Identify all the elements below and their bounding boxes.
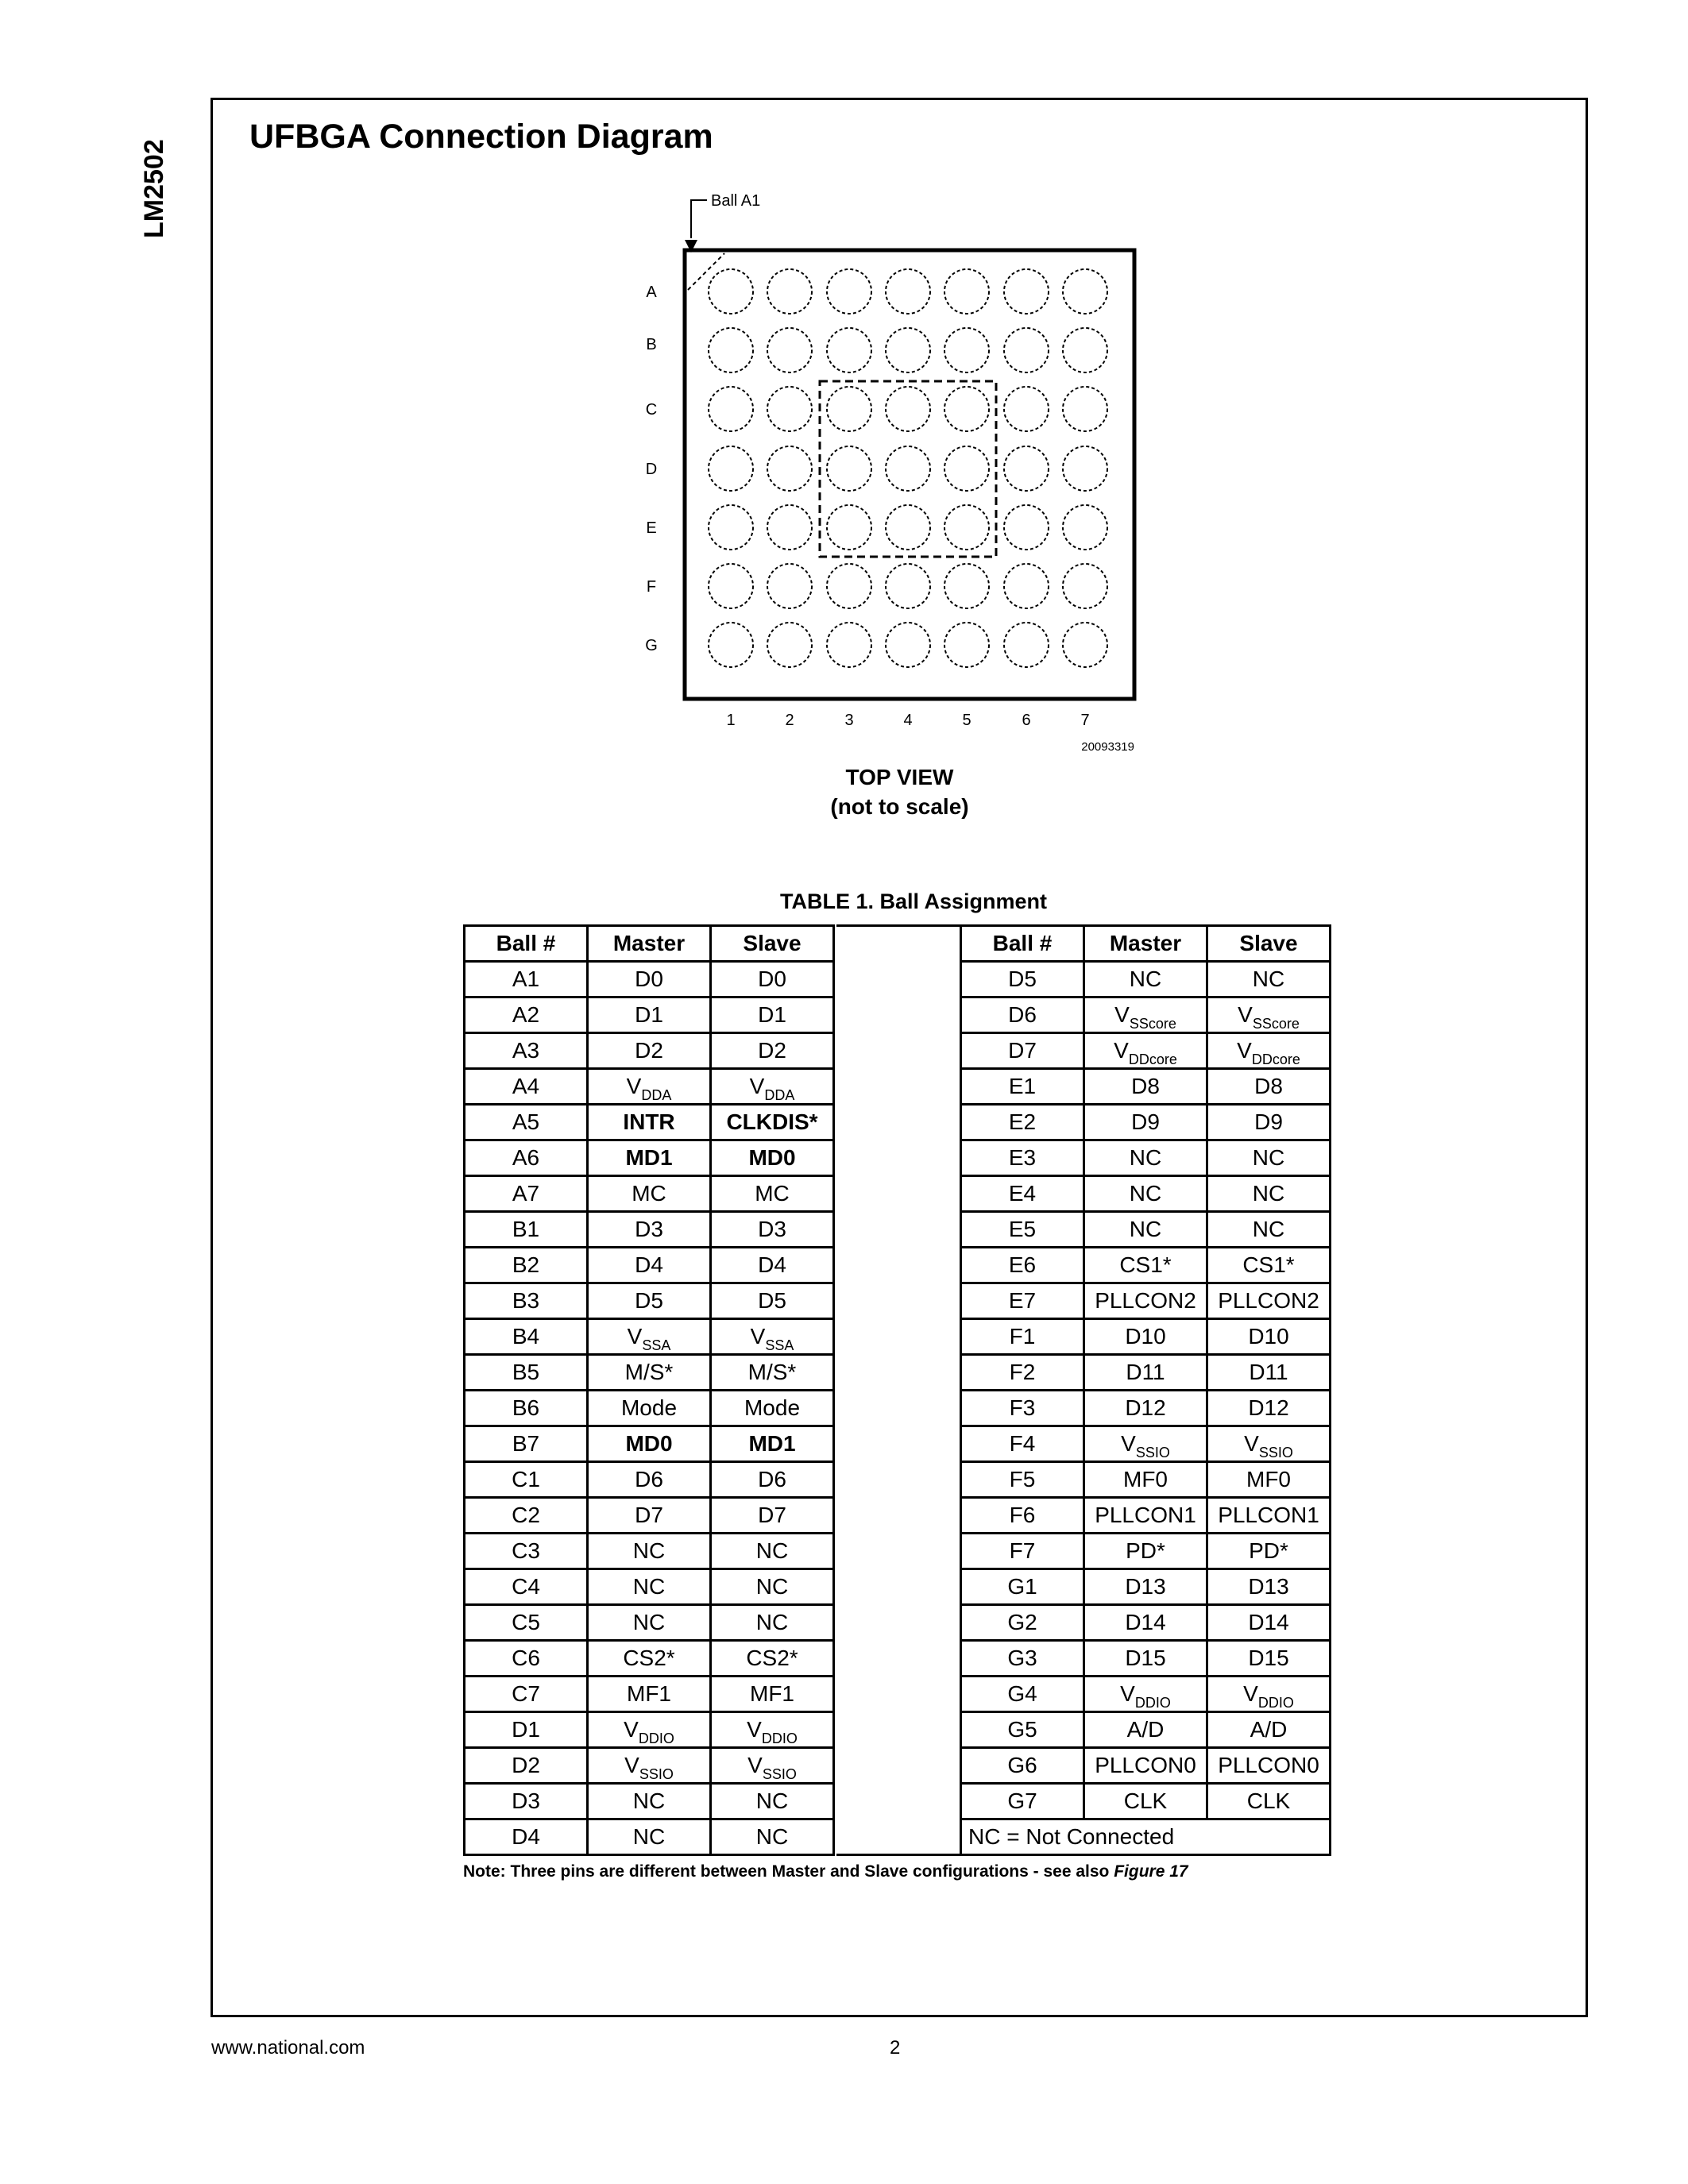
ball-B4 xyxy=(886,328,930,372)
cell-ball: A1 xyxy=(465,962,588,997)
note-text: Note: Three pins are different between Master and Slave configurations - see also xyxy=(463,1862,1114,1881)
cell-ball: G5 xyxy=(961,1712,1084,1748)
table-row xyxy=(465,1605,834,1641)
cell-master: A/D xyxy=(1084,1712,1207,1748)
table-row xyxy=(465,1176,834,1212)
table-row xyxy=(465,1319,834,1355)
cell-slave: $V_{DDIO}$ xyxy=(1207,1677,1331,1712)
cell-ball: C4 xyxy=(465,1569,588,1605)
cell-ball: G2 xyxy=(961,1605,1084,1641)
row-label: C xyxy=(645,401,658,419)
ball-F6 xyxy=(1004,564,1049,608)
cell-slave: D10 xyxy=(1207,1319,1331,1355)
cell-ball: B7 xyxy=(465,1426,588,1462)
ball-B5 xyxy=(944,328,989,372)
ball-a1-leader xyxy=(691,200,707,238)
ball-a1-label: Ball A1 xyxy=(711,192,761,210)
cell-master: INTR xyxy=(588,1105,711,1140)
table-row xyxy=(465,1391,834,1426)
table-row xyxy=(961,1355,1331,1391)
cell-slave: D6 xyxy=(711,1462,834,1498)
cell-master: $V_{SSIO}$ xyxy=(1084,1426,1207,1462)
cell-master: M/S* xyxy=(588,1355,711,1391)
ball-D3 xyxy=(827,446,871,491)
table-row xyxy=(961,1033,1331,1069)
col-label: 4 xyxy=(903,712,913,729)
cell-master: $V_{SScore}$ xyxy=(1084,997,1207,1033)
cell-ball: C3 xyxy=(465,1534,588,1569)
cell-master: $V_{DDA}$ xyxy=(588,1069,711,1105)
cell-slave: NC xyxy=(711,1819,834,1855)
cell-ball: E5 xyxy=(961,1212,1084,1248)
table-row xyxy=(465,1105,834,1140)
table-row xyxy=(465,1641,834,1677)
table-row xyxy=(961,1784,1331,1819)
ball-A5 xyxy=(944,269,989,314)
cell-master: D13 xyxy=(1084,1569,1207,1605)
ball-F3 xyxy=(827,564,871,608)
table-row xyxy=(465,1355,834,1391)
table-row xyxy=(961,1426,1331,1462)
ball-F2 xyxy=(767,564,812,608)
cell-slave: Mode xyxy=(711,1391,834,1426)
nc-legend: NC = Not Connected xyxy=(961,1819,1331,1855)
cell-slave: NC xyxy=(1207,962,1331,997)
cell-slave: NC xyxy=(711,1784,834,1819)
cell-slave: NC xyxy=(1207,1212,1331,1248)
col-label: 2 xyxy=(785,712,794,729)
cell-master: MF0 xyxy=(1084,1462,1207,1498)
ball-D4 xyxy=(886,446,930,491)
cell-master: MD1 xyxy=(588,1140,711,1176)
cell-slave: M/S* xyxy=(711,1355,834,1391)
cell-master: MC xyxy=(588,1176,711,1212)
table-row xyxy=(961,1069,1331,1105)
cell-ball: F7 xyxy=(961,1534,1084,1569)
cell-ball: G7 xyxy=(961,1784,1084,1819)
row-label: E xyxy=(646,519,657,537)
table-row xyxy=(961,1319,1331,1355)
cell-master: CS1* xyxy=(1084,1248,1207,1283)
ball-a1-marker xyxy=(688,253,724,290)
table-row xyxy=(961,1176,1331,1212)
cell-slave: $V_{SSA}$ xyxy=(711,1319,834,1355)
diagram-caption-line1: TOP VIEW xyxy=(845,765,954,789)
table-row-note xyxy=(961,1819,1331,1855)
cell-slave: D9 xyxy=(1207,1105,1331,1140)
ball-D5 xyxy=(944,446,989,491)
cell-ball: B5 xyxy=(465,1355,588,1391)
cell-ball: F2 xyxy=(961,1355,1084,1391)
cell-slave: CLK xyxy=(1207,1784,1331,1819)
cell-master: MF1 xyxy=(588,1677,711,1712)
cell-slave: $V_{DDIO}$ xyxy=(711,1712,834,1748)
ball-C1 xyxy=(709,387,753,431)
table-row xyxy=(465,1534,834,1569)
cell-slave: $V_{DDA}$ xyxy=(711,1069,834,1105)
cell-master: D4 xyxy=(588,1248,711,1283)
table-row xyxy=(961,1248,1331,1283)
cell-ball: B3 xyxy=(465,1283,588,1319)
cell-slave: $V_{SSIO}$ xyxy=(1207,1426,1331,1462)
cell-slave: D1 xyxy=(711,997,834,1033)
cell-slave: MD0 xyxy=(711,1140,834,1176)
cell-slave: NC xyxy=(711,1569,834,1605)
cell-slave: NC xyxy=(711,1605,834,1641)
cell-ball: F6 xyxy=(961,1498,1084,1534)
table-row xyxy=(465,1498,834,1534)
cell-ball: E1 xyxy=(961,1069,1084,1105)
cell-slave: NC xyxy=(1207,1140,1331,1176)
cell-master: NC xyxy=(588,1569,711,1605)
cell-slave: D2 xyxy=(711,1033,834,1069)
ball-E6 xyxy=(1004,505,1049,550)
header-ball: Ball # xyxy=(465,926,588,962)
page-number: 2 xyxy=(890,2037,901,2059)
cell-slave: $V_{SSIO}$ xyxy=(711,1748,834,1784)
cell-ball: D6 xyxy=(961,997,1084,1033)
cell-master: PLLCON0 xyxy=(1084,1748,1207,1784)
cell-ball: C5 xyxy=(465,1605,588,1641)
table-row xyxy=(961,1677,1331,1712)
table-row xyxy=(465,962,834,997)
cell-ball: D1 xyxy=(465,1712,588,1748)
cell-master: NC xyxy=(588,1534,711,1569)
table-row xyxy=(465,1248,834,1283)
cell-slave: CLKDIS* xyxy=(711,1105,834,1140)
ball-G1 xyxy=(709,623,753,667)
table-note xyxy=(463,1862,1188,1881)
cell-ball: E2 xyxy=(961,1105,1084,1140)
ball-F1 xyxy=(709,564,753,608)
table-row xyxy=(961,1498,1331,1534)
table-row xyxy=(961,1391,1331,1426)
table-row xyxy=(961,1140,1331,1176)
table-row xyxy=(465,1569,834,1605)
ball-A3 xyxy=(827,269,871,314)
cell-master: $V_{DDIO}$ xyxy=(1084,1677,1207,1712)
ball-G7 xyxy=(1063,623,1107,667)
ball-F5 xyxy=(944,564,989,608)
table-row xyxy=(465,1140,834,1176)
ball-G2 xyxy=(767,623,812,667)
ball-E4 xyxy=(886,505,930,550)
cell-ball: G1 xyxy=(961,1569,1084,1605)
cell-slave: D11 xyxy=(1207,1355,1331,1391)
center-ground-region xyxy=(820,381,996,557)
cell-ball: D5 xyxy=(961,962,1084,997)
ball-E3 xyxy=(827,505,871,550)
cell-master: NC xyxy=(1084,1140,1207,1176)
cell-ball: A7 xyxy=(465,1176,588,1212)
col-label: 5 xyxy=(962,712,971,729)
cell-master: D5 xyxy=(588,1283,711,1319)
cell-ball: F4 xyxy=(961,1426,1084,1462)
ball-E7 xyxy=(1063,505,1107,550)
cell-master: D1 xyxy=(588,997,711,1033)
ball-table-right xyxy=(960,924,1331,1856)
cell-master: D8 xyxy=(1084,1069,1207,1105)
cell-ball: B1 xyxy=(465,1212,588,1248)
ball-A6 xyxy=(1004,269,1049,314)
cell-slave: D3 xyxy=(711,1212,834,1248)
cell-master: D3 xyxy=(588,1212,711,1248)
cell-master: PLLCON2 xyxy=(1084,1283,1207,1319)
cell-master: PD* xyxy=(1084,1534,1207,1569)
cell-slave: $V_{SScore}$ xyxy=(1207,997,1331,1033)
cell-master: NC xyxy=(588,1784,711,1819)
ball-E1 xyxy=(709,505,753,550)
table-row xyxy=(465,1462,834,1498)
ball-G3 xyxy=(827,623,871,667)
row-label: G xyxy=(645,637,658,654)
ball-B2 xyxy=(767,328,812,372)
ball-B3 xyxy=(827,328,871,372)
table-header-row xyxy=(465,926,834,962)
table-row xyxy=(465,1819,834,1855)
ufbga-diagram xyxy=(635,183,1192,762)
cell-slave: A/D xyxy=(1207,1712,1331,1748)
cell-master: D6 xyxy=(588,1462,711,1498)
cell-slave: D14 xyxy=(1207,1605,1331,1641)
cell-ball: F5 xyxy=(961,1462,1084,1498)
ball-F7 xyxy=(1063,564,1107,608)
row-label: D xyxy=(645,461,658,478)
table-row xyxy=(961,997,1331,1033)
table-row xyxy=(465,1426,834,1462)
ball-D7 xyxy=(1063,446,1107,491)
ball-D1 xyxy=(709,446,753,491)
footer-url[interactable]: www.national.com xyxy=(211,2037,365,2059)
cell-master: D10 xyxy=(1084,1319,1207,1355)
ball-A7 xyxy=(1063,269,1107,314)
header-master: Master xyxy=(1084,926,1207,962)
cell-ball: E4 xyxy=(961,1176,1084,1212)
table-row xyxy=(465,1784,834,1819)
cell-master: NC xyxy=(1084,1212,1207,1248)
cell-slave: PLLCON0 xyxy=(1207,1748,1331,1784)
table-row xyxy=(465,1033,834,1069)
cell-master: D15 xyxy=(1084,1641,1207,1677)
ball-C2 xyxy=(767,387,812,431)
cell-ball: E7 xyxy=(961,1283,1084,1319)
cell-slave: PD* xyxy=(1207,1534,1331,1569)
ball-C5 xyxy=(944,387,989,431)
cell-ball: G3 xyxy=(961,1641,1084,1677)
cell-ball: C2 xyxy=(465,1498,588,1534)
table-row xyxy=(465,1712,834,1748)
table-row xyxy=(961,1712,1331,1748)
cell-slave: D13 xyxy=(1207,1569,1331,1605)
cell-master: D12 xyxy=(1084,1391,1207,1426)
ball-C7 xyxy=(1063,387,1107,431)
cell-ball: B4 xyxy=(465,1319,588,1355)
ball-C3 xyxy=(827,387,871,431)
ball-F4 xyxy=(886,564,930,608)
figure-id: 20093319 xyxy=(1081,740,1134,754)
table-row xyxy=(465,997,834,1033)
cell-ball: E3 xyxy=(961,1140,1084,1176)
cell-master: NC xyxy=(1084,1176,1207,1212)
cell-master: CLK xyxy=(1084,1784,1207,1819)
table-row xyxy=(961,1212,1331,1248)
table-header-row xyxy=(961,926,1331,962)
part-number-side-label: LM2502 xyxy=(139,139,169,238)
ball-A4 xyxy=(886,269,930,314)
cell-slave: NC xyxy=(711,1534,834,1569)
cell-master: NC xyxy=(588,1605,711,1641)
header-master: Master xyxy=(588,926,711,962)
cell-ball: A5 xyxy=(465,1105,588,1140)
row-label: A xyxy=(646,284,657,301)
ball-table-left xyxy=(463,924,835,1856)
cell-ball: F3 xyxy=(961,1391,1084,1426)
table-row xyxy=(961,1105,1331,1140)
col-label: 1 xyxy=(726,712,736,729)
cell-slave: MC xyxy=(711,1176,834,1212)
cell-slave: MF0 xyxy=(1207,1462,1331,1498)
ball-D2 xyxy=(767,446,812,491)
cell-ball: E6 xyxy=(961,1248,1084,1283)
cell-slave: D12 xyxy=(1207,1391,1331,1426)
ball-B7 xyxy=(1063,328,1107,372)
cell-ball: G6 xyxy=(961,1748,1084,1784)
table-row xyxy=(961,1283,1331,1319)
ball-E2 xyxy=(767,505,812,550)
cell-slave: D15 xyxy=(1207,1641,1331,1677)
cell-ball: A4 xyxy=(465,1069,588,1105)
cell-ball: D4 xyxy=(465,1819,588,1855)
row-label: F xyxy=(646,578,657,596)
note-figure-link[interactable]: Figure 17 xyxy=(1114,1862,1188,1881)
cell-ball: C7 xyxy=(465,1677,588,1712)
ball-A1 xyxy=(709,269,753,314)
table-row xyxy=(961,1569,1331,1605)
table-row xyxy=(961,1641,1331,1677)
cell-ball: D7 xyxy=(961,1033,1084,1069)
table-row xyxy=(961,962,1331,997)
table-title: TABLE 1. Ball Assignment xyxy=(779,889,1048,913)
cell-ball: A2 xyxy=(465,997,588,1033)
cell-ball: D2 xyxy=(465,1748,588,1784)
ball-G6 xyxy=(1004,623,1049,667)
section-title: UFBGA Connection Diagram xyxy=(249,118,713,156)
header-slave: Slave xyxy=(1207,926,1331,962)
cell-slave: D0 xyxy=(711,962,834,997)
col-label: 6 xyxy=(1022,712,1031,729)
cell-slave: $V_{DDcore}$ xyxy=(1207,1033,1331,1069)
ball-G4 xyxy=(886,623,930,667)
row-label: B xyxy=(646,336,657,353)
header-slave: Slave xyxy=(711,926,834,962)
cell-ball: A6 xyxy=(465,1140,588,1176)
table-row xyxy=(465,1748,834,1784)
cell-ball: G4 xyxy=(961,1677,1084,1712)
cell-slave: NC xyxy=(1207,1176,1331,1212)
ball-B1 xyxy=(709,328,753,372)
cell-master: PLLCON1 xyxy=(1084,1498,1207,1534)
cell-ball: B6 xyxy=(465,1391,588,1426)
ball-E5 xyxy=(944,505,989,550)
table-row xyxy=(961,1534,1331,1569)
cell-slave: PLLCON1 xyxy=(1207,1498,1331,1534)
cell-master: D11 xyxy=(1084,1355,1207,1391)
table-row xyxy=(465,1283,834,1319)
cell-slave: D7 xyxy=(711,1498,834,1534)
cell-slave: D4 xyxy=(711,1248,834,1283)
table-row xyxy=(465,1069,834,1105)
cell-ball: B2 xyxy=(465,1248,588,1283)
cell-slave: D8 xyxy=(1207,1069,1331,1105)
cell-slave: MD1 xyxy=(711,1426,834,1462)
table-row xyxy=(961,1462,1331,1498)
cell-ball: C6 xyxy=(465,1641,588,1677)
cell-ball: A3 xyxy=(465,1033,588,1069)
cell-master: MD0 xyxy=(588,1426,711,1462)
table-gap xyxy=(836,924,962,1856)
cell-master: D9 xyxy=(1084,1105,1207,1140)
table-row xyxy=(961,1605,1331,1641)
cell-slave: D5 xyxy=(711,1283,834,1319)
cell-master: $V_{DDIO}$ xyxy=(588,1712,711,1748)
cell-master: D0 xyxy=(588,962,711,997)
cell-master: NC xyxy=(1084,962,1207,997)
cell-master: NC xyxy=(588,1819,711,1855)
col-label: 7 xyxy=(1080,712,1090,729)
cell-master: Mode xyxy=(588,1391,711,1426)
cell-master: D14 xyxy=(1084,1605,1207,1641)
cell-master: D7 xyxy=(588,1498,711,1534)
cell-master: $V_{SSIO}$ xyxy=(588,1748,711,1784)
cell-slave: PLLCON2 xyxy=(1207,1283,1331,1319)
col-label: 3 xyxy=(844,712,854,729)
ball-B6 xyxy=(1004,328,1049,372)
cell-master: CS2* xyxy=(588,1641,711,1677)
diagram-caption-line2: (not to scale) xyxy=(830,794,969,819)
cell-slave: CS1* xyxy=(1207,1248,1331,1283)
ball-D6 xyxy=(1004,446,1049,491)
ball-G5 xyxy=(944,623,989,667)
header-ball: Ball # xyxy=(961,926,1084,962)
ball-C4 xyxy=(886,387,930,431)
ball-A2 xyxy=(767,269,812,314)
cell-slave: MF1 xyxy=(711,1677,834,1712)
ball-C6 xyxy=(1004,387,1049,431)
cell-master: $V_{SSA}$ xyxy=(588,1319,711,1355)
cell-ball: F1 xyxy=(961,1319,1084,1355)
table-row xyxy=(961,1748,1331,1784)
cell-slave: CS2* xyxy=(711,1641,834,1677)
cell-master: $V_{DDcore}$ xyxy=(1084,1033,1207,1069)
diagram-caption xyxy=(56,762,1688,821)
table-row xyxy=(465,1677,834,1712)
cell-ball: C1 xyxy=(465,1462,588,1498)
cell-master: D2 xyxy=(588,1033,711,1069)
table-row xyxy=(465,1212,834,1248)
cell-ball: D3 xyxy=(465,1784,588,1819)
